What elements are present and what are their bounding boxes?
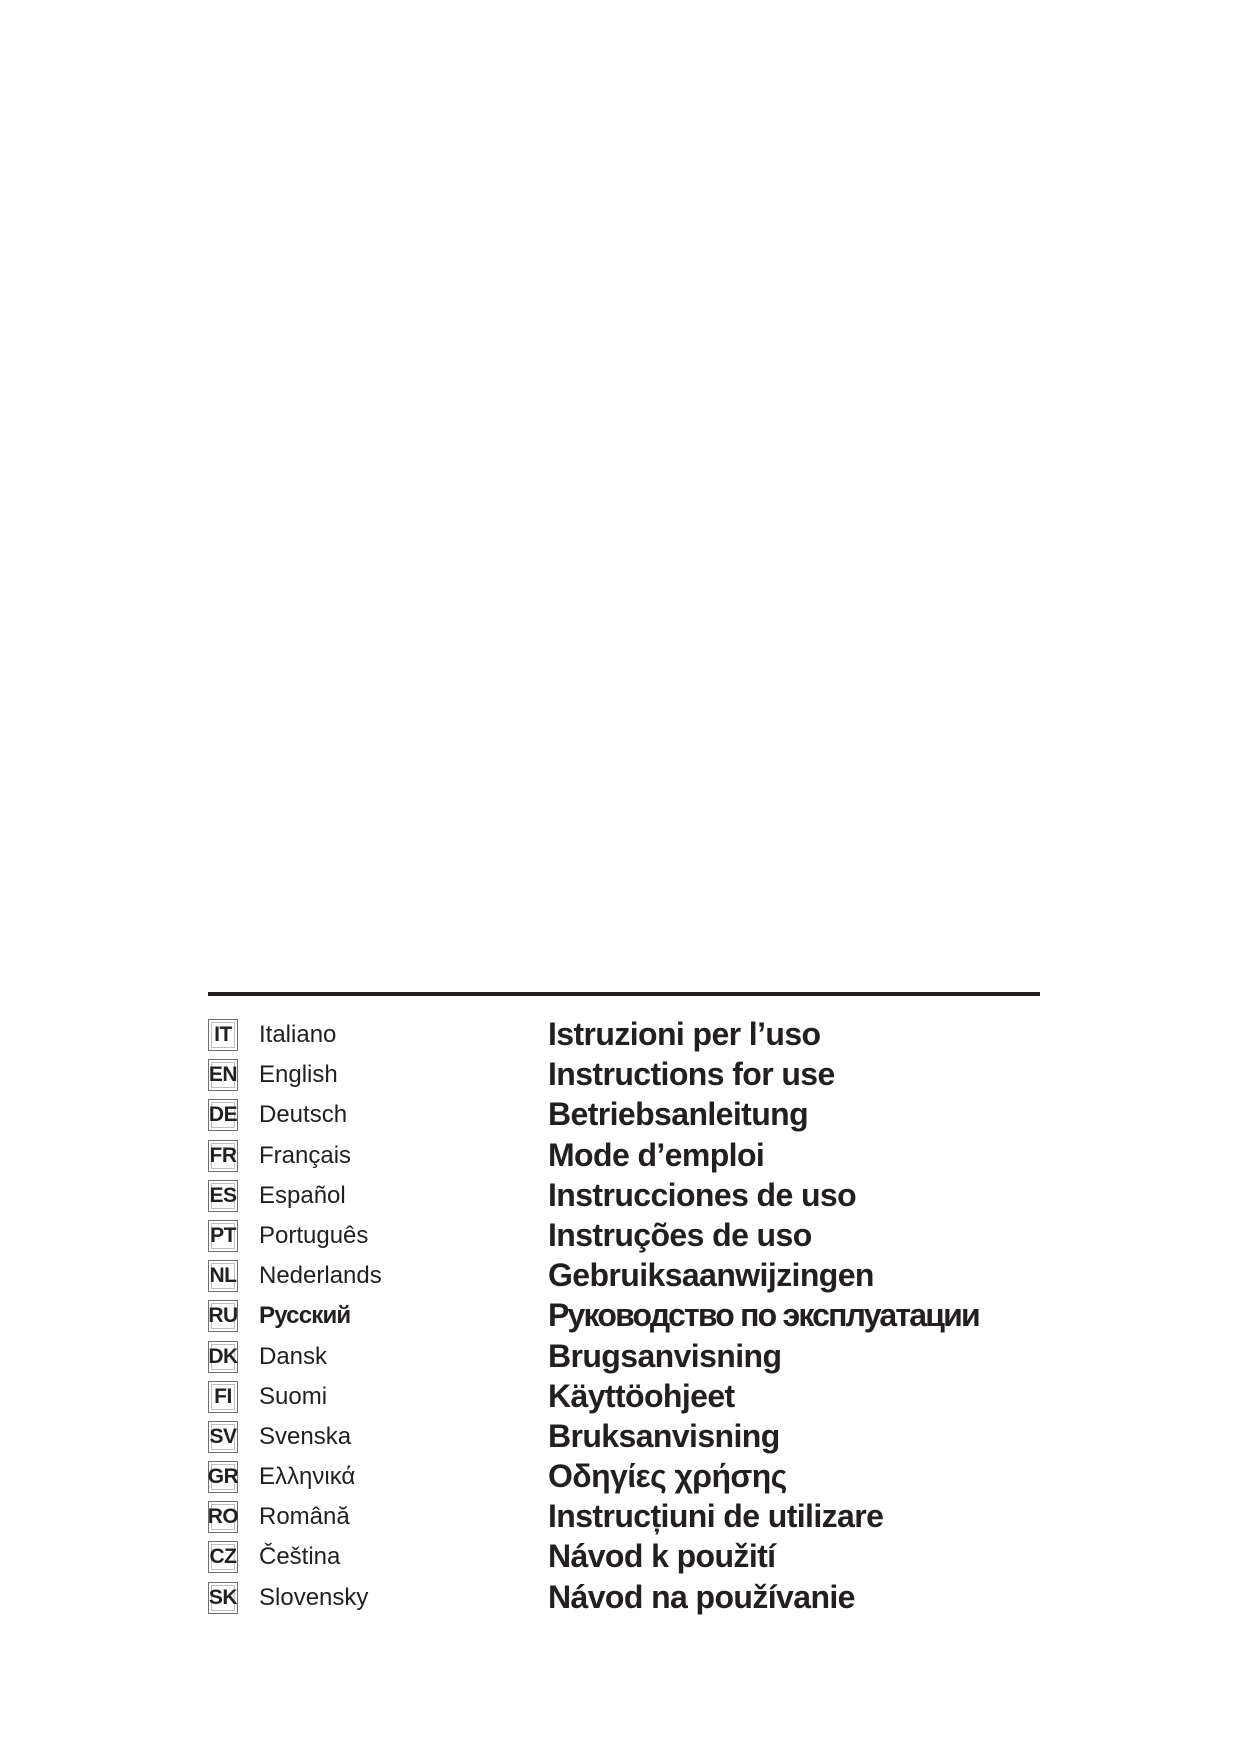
language-code-box — [208, 1099, 238, 1131]
language-code: FI — [214, 1384, 232, 1408]
language-row-pt — [208, 1216, 1040, 1259]
language-code-box — [208, 1461, 238, 1493]
instructions-title: Руководство по эксплуатации — [548, 1297, 979, 1334]
language-code-box — [208, 1180, 238, 1212]
language-code-box — [208, 1541, 238, 1573]
instructions-title: Mode d’emploi — [548, 1136, 765, 1173]
language-name: Nederlands — [259, 1262, 382, 1290]
language-name: Čeština — [259, 1543, 341, 1571]
language-row-sv — [208, 1417, 1040, 1460]
language-name: Español — [259, 1181, 346, 1209]
instructions-title: Návod k použití — [548, 1538, 776, 1575]
instructions-title: Instruções de uso — [548, 1216, 812, 1253]
language-code-box — [208, 1300, 238, 1332]
language-index — [208, 1018, 1040, 1621]
instructions-title: Návod na používanie — [548, 1578, 855, 1615]
language-name: Suomi — [259, 1382, 328, 1410]
instructions-title: Οδηγίες χρήσης — [548, 1458, 787, 1495]
language-code-box — [208, 1059, 238, 1091]
language-code-box — [208, 1220, 238, 1252]
language-name: Dansk — [259, 1342, 328, 1370]
language-code-box — [208, 1501, 238, 1533]
language-row-de — [208, 1098, 1040, 1138]
language-row-es — [208, 1176, 1040, 1219]
language-code: FR — [209, 1143, 237, 1167]
language-name: Română — [259, 1503, 350, 1531]
language-code: GR — [207, 1465, 239, 1489]
language-row-dk — [208, 1337, 1040, 1380]
language-code-box — [208, 1019, 238, 1051]
language-code: ES — [209, 1183, 237, 1207]
instructions-title: Gebruiksaanwijzingen — [548, 1257, 874, 1294]
language-row-cz — [208, 1540, 1040, 1580]
language-name: Ελληνικά — [259, 1463, 356, 1491]
language-row-sk — [208, 1578, 1040, 1621]
language-row-ru — [208, 1299, 1040, 1339]
language-row-ro — [208, 1500, 1040, 1540]
language-code: DK — [208, 1344, 238, 1368]
language-code-box — [208, 1140, 238, 1172]
language-code: DE — [208, 1103, 238, 1127]
language-name: English — [259, 1061, 338, 1089]
language-name: Français — [259, 1141, 352, 1169]
language-name: Português — [259, 1221, 369, 1249]
instructions-title: Käyttöohjeet — [548, 1377, 735, 1414]
language-name: Deutsch — [259, 1101, 348, 1129]
instructions-title: Instrucciones de uso — [548, 1176, 857, 1213]
language-code-box — [208, 1381, 238, 1413]
language-row-fr — [208, 1136, 1040, 1179]
language-code-box — [208, 1582, 238, 1614]
language-row-it — [208, 1018, 1040, 1058]
language-code-box — [208, 1421, 238, 1453]
language-code: NL — [209, 1264, 237, 1288]
language-code: SK — [208, 1585, 238, 1609]
instructions-title: Instrucțiuni de utilizare — [548, 1498, 884, 1535]
language-row-en — [208, 1058, 1040, 1098]
header-rule — [208, 992, 1040, 996]
language-code: RO — [207, 1505, 239, 1529]
language-code-box — [208, 1341, 238, 1373]
language-code: PT — [210, 1223, 236, 1247]
language-name: Русский — [259, 1302, 351, 1330]
instructions-title: Istruzioni per l’uso — [548, 1016, 821, 1052]
language-code-box — [208, 1260, 238, 1292]
instructions-title: Instructions for use — [548, 1056, 835, 1093]
language-row-fi — [208, 1377, 1040, 1420]
language-code: SV — [209, 1424, 237, 1448]
language-code: CZ — [209, 1545, 237, 1569]
language-row-gr — [208, 1460, 1040, 1500]
language-code: RU — [208, 1304, 238, 1328]
instructions-title: Betriebsanleitung — [548, 1096, 809, 1133]
language-code: IT — [214, 1023, 232, 1046]
language-name: Svenska — [259, 1422, 352, 1450]
language-name: Slovensky — [259, 1583, 369, 1611]
language-code: EN — [208, 1063, 238, 1087]
language-name: Italiano — [259, 1021, 337, 1048]
language-row-nl — [208, 1259, 1040, 1299]
instructions-title: Brugsanvisning — [548, 1337, 782, 1374]
instructions-title: Bruksanvisning — [548, 1417, 780, 1454]
